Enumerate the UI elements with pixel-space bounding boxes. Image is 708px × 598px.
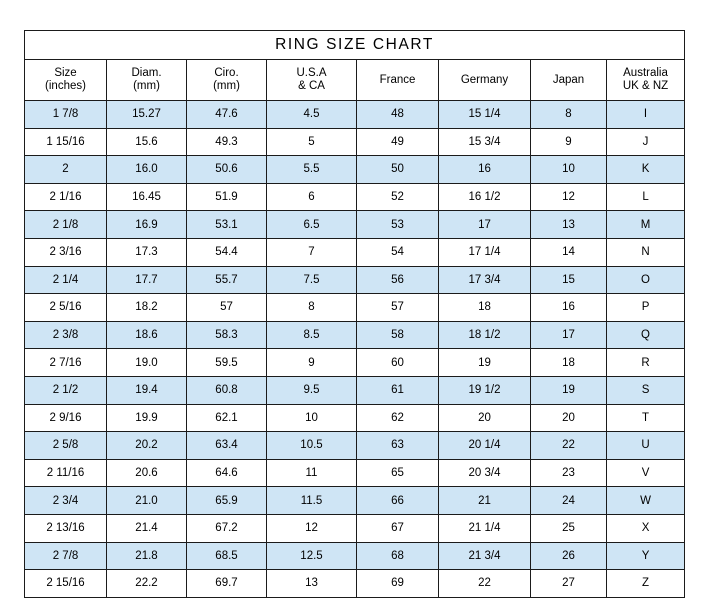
table-cell: 15 1/4 bbox=[439, 101, 531, 129]
table-row bbox=[25, 128, 685, 156]
column-header-diameter bbox=[107, 60, 187, 101]
table-row bbox=[25, 459, 685, 487]
table-cell: V bbox=[607, 459, 685, 487]
table-cell: 16 bbox=[439, 156, 531, 184]
table-cell: 16 bbox=[531, 294, 607, 322]
table-cell: 9.5 bbox=[267, 376, 357, 404]
table-cell: 64.6 bbox=[187, 459, 267, 487]
table-cell: 25 bbox=[531, 514, 607, 542]
table-row bbox=[25, 183, 685, 211]
table-cell: 62.1 bbox=[187, 404, 267, 432]
table-cell: 2 13/16 bbox=[25, 514, 107, 542]
table-cell: 56 bbox=[357, 266, 439, 294]
table-cell: 49 bbox=[357, 128, 439, 156]
table-cell: 15 bbox=[531, 266, 607, 294]
table-cell: 66 bbox=[357, 487, 439, 515]
table-cell: 62 bbox=[357, 404, 439, 432]
table-row bbox=[25, 432, 685, 460]
table-cell: U bbox=[607, 432, 685, 460]
table-cell: 9 bbox=[531, 128, 607, 156]
table-cell: K bbox=[607, 156, 685, 184]
table-cell: 21.8 bbox=[107, 542, 187, 570]
table-cell: 54 bbox=[357, 238, 439, 266]
table-cell: 55.7 bbox=[187, 266, 267, 294]
column-header-line1: U.S.A bbox=[296, 67, 327, 79]
table-cell: 16.0 bbox=[107, 156, 187, 184]
table-cell: 26 bbox=[531, 542, 607, 570]
table-cell: 61 bbox=[357, 376, 439, 404]
table-cell: 8.5 bbox=[267, 321, 357, 349]
table-cell: 12.5 bbox=[267, 542, 357, 570]
table-row bbox=[25, 404, 685, 432]
chart-title: RING SIZE CHART bbox=[25, 31, 685, 60]
table-cell: O bbox=[607, 266, 685, 294]
column-header-line1: France bbox=[379, 73, 416, 86]
table-cell: 17 bbox=[531, 321, 607, 349]
table-cell: 2 1/16 bbox=[25, 183, 107, 211]
table-cell: 5.5 bbox=[267, 156, 357, 184]
table-cell: M bbox=[607, 211, 685, 239]
table-cell: 17.3 bbox=[107, 238, 187, 266]
table-cell: 21.4 bbox=[107, 514, 187, 542]
table-cell: I bbox=[607, 101, 685, 129]
table-cell: 51.9 bbox=[187, 183, 267, 211]
table-cell: 57 bbox=[357, 294, 439, 322]
table-cell: 2 1/4 bbox=[25, 266, 107, 294]
table-cell: 19 bbox=[439, 349, 531, 377]
table-cell: 58 bbox=[357, 321, 439, 349]
table-cell: 60 bbox=[357, 349, 439, 377]
table-cell: J bbox=[607, 128, 685, 156]
table-cell: 48 bbox=[357, 101, 439, 129]
table-cell: 16 1/2 bbox=[439, 183, 531, 211]
table-cell: 12 bbox=[267, 514, 357, 542]
table-cell: 24 bbox=[531, 487, 607, 515]
title-row bbox=[25, 31, 685, 60]
table-cell: 52 bbox=[357, 183, 439, 211]
table-cell: 4.5 bbox=[267, 101, 357, 129]
column-header-usa-ca bbox=[267, 60, 357, 101]
table-cell: 65 bbox=[357, 459, 439, 487]
table-cell: 20 bbox=[531, 404, 607, 432]
table-cell: 10 bbox=[267, 404, 357, 432]
column-header-line1: Australia bbox=[623, 67, 668, 79]
table-body bbox=[25, 101, 685, 598]
table-cell: 53.1 bbox=[187, 211, 267, 239]
table-cell: 19.9 bbox=[107, 404, 187, 432]
table-cell: 21 3/4 bbox=[439, 542, 531, 570]
table-row bbox=[25, 294, 685, 322]
table-cell: 19 1/2 bbox=[439, 376, 531, 404]
table-cell: 65.9 bbox=[187, 487, 267, 515]
table-cell: 6 bbox=[267, 183, 357, 211]
column-header-japan bbox=[531, 60, 607, 101]
table-cell: 20.6 bbox=[107, 459, 187, 487]
table-cell: 15.27 bbox=[107, 101, 187, 129]
table-cell: 2 7/8 bbox=[25, 542, 107, 570]
table-cell: 2 5/8 bbox=[25, 432, 107, 460]
table-cell: Y bbox=[607, 542, 685, 570]
table-cell: 2 15/16 bbox=[25, 570, 107, 598]
table-cell: N bbox=[607, 238, 685, 266]
table-cell: 18.6 bbox=[107, 321, 187, 349]
column-header-line2: (mm) bbox=[213, 80, 240, 92]
table-cell: 19 bbox=[531, 376, 607, 404]
table-cell: 49.3 bbox=[187, 128, 267, 156]
table-cell: 67.2 bbox=[187, 514, 267, 542]
table-cell: 20 1/4 bbox=[439, 432, 531, 460]
column-header-line1: Germany bbox=[460, 73, 509, 86]
table-row bbox=[25, 349, 685, 377]
table-cell: 22.2 bbox=[107, 570, 187, 598]
table-cell: 57 bbox=[187, 294, 267, 322]
table-row bbox=[25, 376, 685, 404]
table-cell: 18 1/2 bbox=[439, 321, 531, 349]
table-cell: P bbox=[607, 294, 685, 322]
column-header-line1: Ciro. bbox=[214, 67, 239, 79]
table-cell: 2 11/16 bbox=[25, 459, 107, 487]
table-cell: 50.6 bbox=[187, 156, 267, 184]
column-header-circumference bbox=[187, 60, 267, 101]
table-cell: 47.6 bbox=[187, 101, 267, 129]
column-header-row bbox=[25, 60, 685, 101]
table-cell: 13 bbox=[267, 570, 357, 598]
table-cell: 21 bbox=[439, 487, 531, 515]
table-cell: 1 7/8 bbox=[25, 101, 107, 129]
table-cell: 14 bbox=[531, 238, 607, 266]
table-cell: 17 1/4 bbox=[439, 238, 531, 266]
table-row bbox=[25, 542, 685, 570]
table-cell: 18.2 bbox=[107, 294, 187, 322]
table-cell: 60.8 bbox=[187, 376, 267, 404]
table-cell: 69.7 bbox=[187, 570, 267, 598]
table-cell: 2 1/2 bbox=[25, 376, 107, 404]
table-cell: 58.3 bbox=[187, 321, 267, 349]
table-cell: 68 bbox=[357, 542, 439, 570]
column-header-line2: (mm) bbox=[133, 80, 160, 92]
table-cell: 67 bbox=[357, 514, 439, 542]
table-cell: 50 bbox=[357, 156, 439, 184]
table-cell: W bbox=[607, 487, 685, 515]
table-cell: 12 bbox=[531, 183, 607, 211]
column-header-line1: Japan bbox=[552, 73, 585, 86]
column-header-australia-uk-nz bbox=[607, 60, 685, 101]
table-row bbox=[25, 101, 685, 129]
table-row bbox=[25, 321, 685, 349]
table-cell: 18 bbox=[439, 294, 531, 322]
table-head bbox=[25, 31, 685, 101]
table-cell: 19.0 bbox=[107, 349, 187, 377]
table-cell: 17 3/4 bbox=[439, 266, 531, 294]
column-header-france bbox=[357, 60, 439, 101]
table-row bbox=[25, 266, 685, 294]
table-cell: 2 3/4 bbox=[25, 487, 107, 515]
table-cell: 17 bbox=[439, 211, 531, 239]
table-row bbox=[25, 211, 685, 239]
table-cell: Z bbox=[607, 570, 685, 598]
table-cell: 7 bbox=[267, 238, 357, 266]
table-cell: 8 bbox=[267, 294, 357, 322]
column-header-germany bbox=[439, 60, 531, 101]
table-cell: 19.4 bbox=[107, 376, 187, 404]
ring-size-table bbox=[24, 30, 685, 598]
table-cell: 54.4 bbox=[187, 238, 267, 266]
table-cell: 63.4 bbox=[187, 432, 267, 460]
table-cell: 27 bbox=[531, 570, 607, 598]
table-cell: 23 bbox=[531, 459, 607, 487]
table-cell: S bbox=[607, 376, 685, 404]
table-cell: 11 bbox=[267, 459, 357, 487]
table-cell: 69 bbox=[357, 570, 439, 598]
table-cell: 11.5 bbox=[267, 487, 357, 515]
table-cell: 2 3/8 bbox=[25, 321, 107, 349]
table-cell: L bbox=[607, 183, 685, 211]
table-cell: 59.5 bbox=[187, 349, 267, 377]
table-cell: 21 1/4 bbox=[439, 514, 531, 542]
table-row bbox=[25, 156, 685, 184]
table-cell: 5 bbox=[267, 128, 357, 156]
table-cell: 2 7/16 bbox=[25, 349, 107, 377]
column-header-line1: Size bbox=[54, 67, 77, 79]
table-cell: 13 bbox=[531, 211, 607, 239]
table-cell: 9 bbox=[267, 349, 357, 377]
table-cell: 2 1/8 bbox=[25, 211, 107, 239]
column-header-line1: Diam. bbox=[131, 67, 162, 79]
table-cell: 17.7 bbox=[107, 266, 187, 294]
table-cell: 16.9 bbox=[107, 211, 187, 239]
table-cell: 68.5 bbox=[187, 542, 267, 570]
table-row bbox=[25, 570, 685, 598]
table-cell: 63 bbox=[357, 432, 439, 460]
ring-size-chart bbox=[24, 30, 684, 598]
table-cell: 2 5/16 bbox=[25, 294, 107, 322]
table-cell: 10 bbox=[531, 156, 607, 184]
table-cell: 20 3/4 bbox=[439, 459, 531, 487]
table-cell: Q bbox=[607, 321, 685, 349]
table-cell: 21.0 bbox=[107, 487, 187, 515]
table-row bbox=[25, 514, 685, 542]
table-cell: 22 bbox=[531, 432, 607, 460]
column-header-line2: & CA bbox=[298, 80, 325, 92]
table-row bbox=[25, 487, 685, 515]
column-header-line2: UK & NZ bbox=[622, 80, 669, 92]
table-cell: 1 15/16 bbox=[25, 128, 107, 156]
table-cell: R bbox=[607, 349, 685, 377]
table-cell: 15.6 bbox=[107, 128, 187, 156]
column-header-size bbox=[25, 60, 107, 101]
table-cell: 2 9/16 bbox=[25, 404, 107, 432]
table-cell: 16.45 bbox=[107, 183, 187, 211]
table-cell: 20 bbox=[439, 404, 531, 432]
table-cell: 2 bbox=[25, 156, 107, 184]
table-cell: 10.5 bbox=[267, 432, 357, 460]
table-cell: 22 bbox=[439, 570, 531, 598]
table-cell: X bbox=[607, 514, 685, 542]
table-cell: 53 bbox=[357, 211, 439, 239]
table-cell: 15 3/4 bbox=[439, 128, 531, 156]
table-cell: 7.5 bbox=[267, 266, 357, 294]
table-cell: 20.2 bbox=[107, 432, 187, 460]
column-header-line2: (inches) bbox=[45, 80, 86, 92]
table-cell: T bbox=[607, 404, 685, 432]
table-row bbox=[25, 238, 685, 266]
table-cell: 8 bbox=[531, 101, 607, 129]
table-cell: 18 bbox=[531, 349, 607, 377]
table-cell: 2 3/16 bbox=[25, 238, 107, 266]
table-cell: 6.5 bbox=[267, 211, 357, 239]
